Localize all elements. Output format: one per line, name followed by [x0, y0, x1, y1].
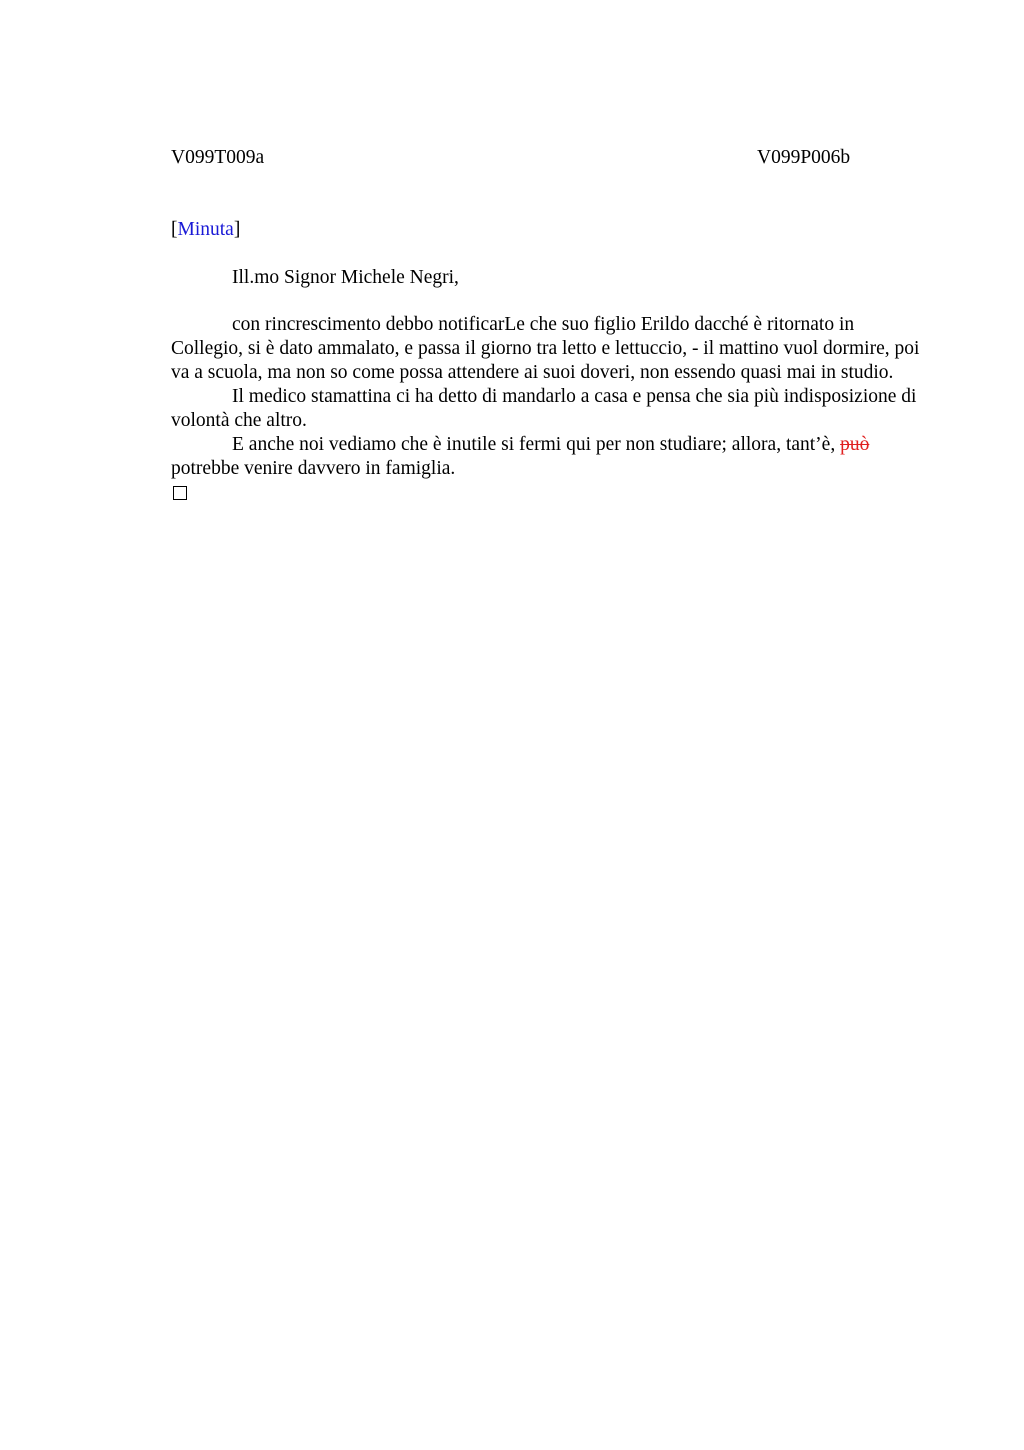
- minuta-label: Minuta: [177, 219, 234, 240]
- bracket-open: [: [171, 219, 178, 240]
- deleted-word: può: [840, 434, 870, 455]
- letter-body: [171, 218, 931, 500]
- paragraph-1: con rincrescimento debbo notificarLe che suo figlio Erildo dacché è ritornato in Collegio, si è dato ammalato, e passa il giorno tra letto e lettuccio, - il mattino vuol dormire, poi va a scuola, ma non so come possa attendere ai suoi doveri, non essendo quasi mai in studio.: [171, 314, 920, 383]
- document-type-label: [171, 218, 931, 242]
- paragraph-2: Il medico stamattina ci ha detto di mandarlo a casa e pensa che sia più indisposizione di volontà che altro.: [171, 386, 917, 431]
- paragraph-3-text-before: E anche noi vediamo che è inutile si fermi qui per non studiare; allora, tant’è,: [232, 434, 841, 455]
- document-code-left: V099T009a: [171, 147, 265, 168]
- paragraph-3-text-after: potrebbe venire davvero in famiglia.: [171, 458, 456, 479]
- square-outline-icon: [173, 486, 187, 500]
- document-code-right: V099P006b: [757, 147, 851, 168]
- bracket-close: ]: [233, 219, 241, 240]
- paragraph-3: [171, 433, 931, 481]
- salutation: Ill.mo Signor Michele Negri,: [232, 267, 459, 288]
